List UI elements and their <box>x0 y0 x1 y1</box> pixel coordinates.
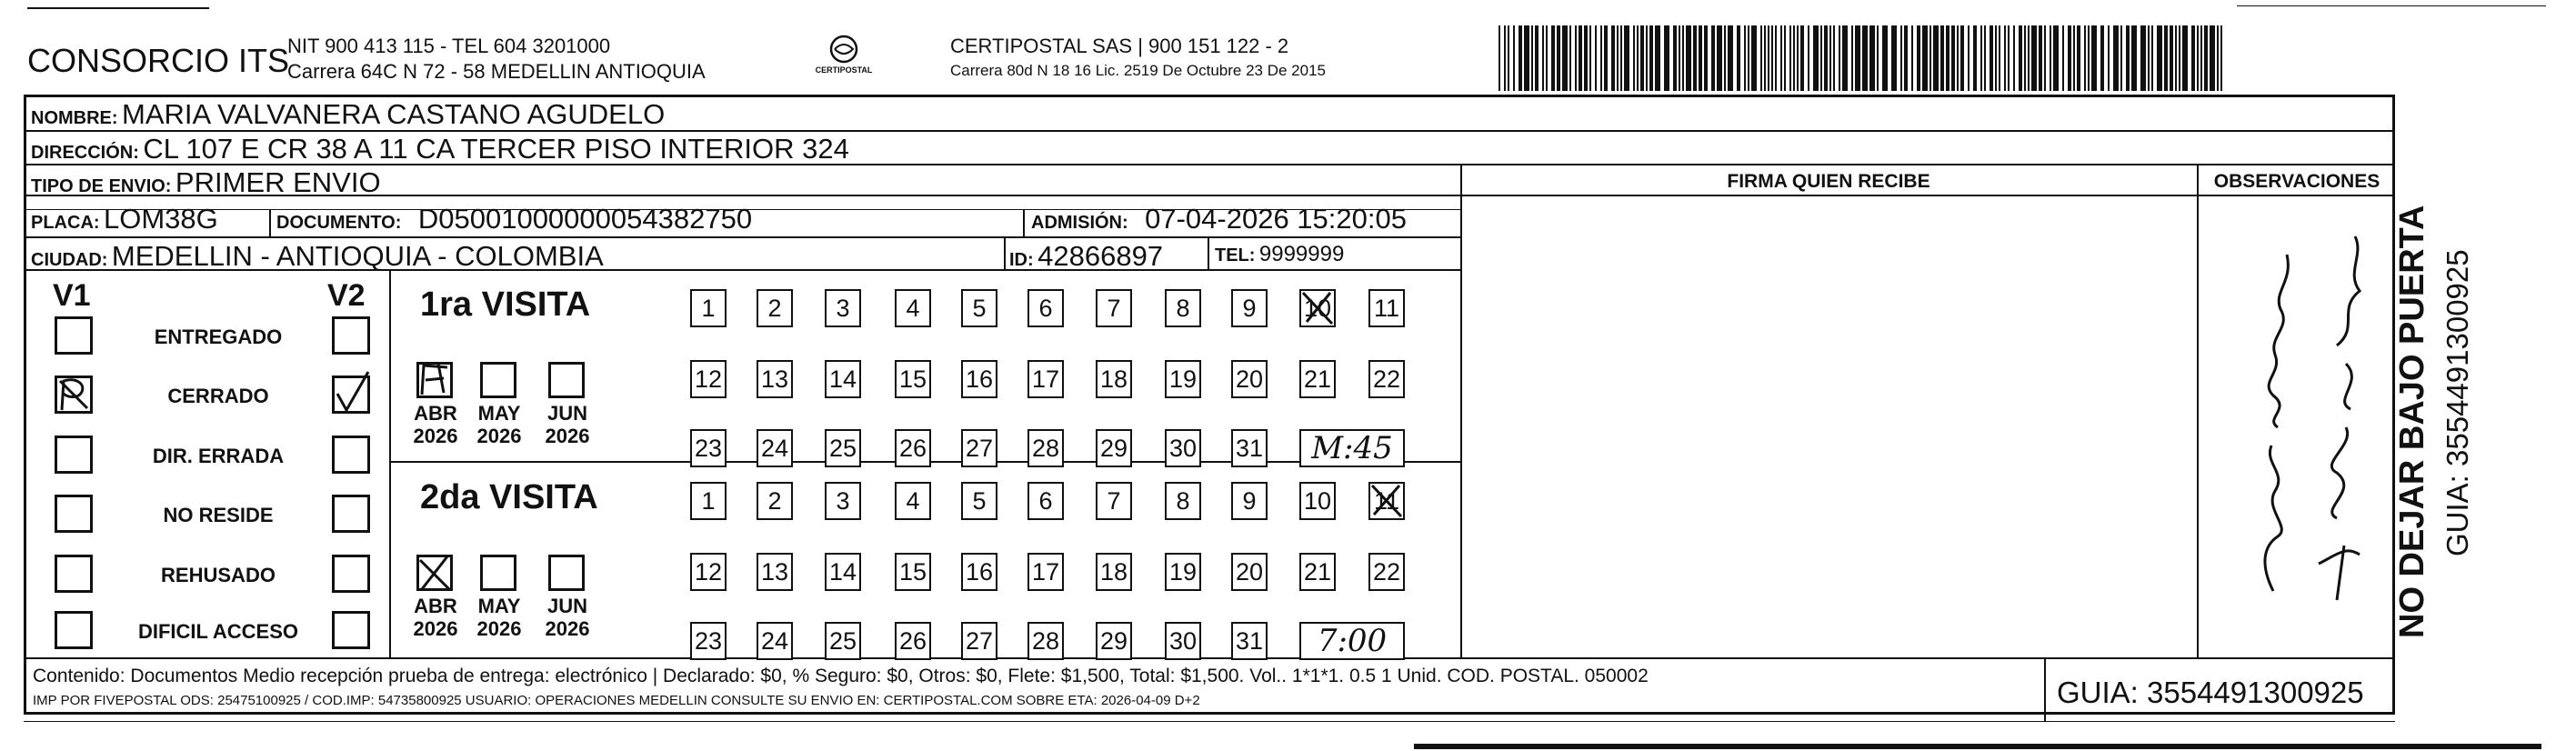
day-box[interactable]: 28 <box>1027 622 1064 660</box>
certipostal-logo <box>807 33 880 84</box>
month-name: JUN <box>546 595 587 617</box>
tel-label: TEL: <box>1215 245 1256 265</box>
time-box: M:45 <box>1299 429 1405 467</box>
day-box[interactable]: 15 <box>895 553 931 591</box>
status-label: DIR. ERRADA <box>152 445 285 467</box>
day-box[interactable]: 7 <box>1096 289 1132 327</box>
day-box[interactable]: 24 <box>757 429 793 467</box>
day-box[interactable]: 21 <box>1299 360 1336 398</box>
day-box[interactable]: 24 <box>757 622 793 660</box>
day-box[interactable]: 28 <box>1027 429 1064 467</box>
id-value: 42866897 <box>1037 240 1164 272</box>
day11-mark-visit2 <box>1368 482 1405 520</box>
status-label: CERRADO <box>167 385 269 407</box>
content-line: Contenido: Documentos Medio recepción prueba de entrega: electrónico | Declarado: $0, % Seguro: $0, Otros: $0, Flete: $1,500, Total: $1,500. Vol.. 1*1*1. 0.5 1 Unid. COD. POSTAL. 050002 <box>33 666 1649 686</box>
day-box[interactable]: 8 <box>1165 482 1201 520</box>
v2-checkbox-4[interactable] <box>332 555 370 593</box>
day-box[interactable]: 20 <box>1231 360 1268 398</box>
day-box[interactable]: 26 <box>895 429 931 467</box>
signature-header: FIRMA QUIEN RECIBE <box>1727 171 1930 192</box>
imp-line: IMP POR FIVEPOSTAL ODS: 25475100925 / COD.IMP: 54735800925 USUARIO: OPERACIONES MEDELLIN CONSULTE SU ENVIO EN: CERTIPOSTAL.COM SOBRE ETA: 2026-04-09 D+2 <box>33 693 1200 708</box>
v2-checkbox-0[interactable] <box>332 316 370 355</box>
status-label: NO RESIDE <box>163 504 274 526</box>
day-box[interactable]: 14 <box>825 360 861 398</box>
day-box[interactable]: 17 <box>1027 360 1064 398</box>
day-box[interactable]: 13 <box>757 360 793 398</box>
day-box[interactable]: 9 <box>1231 482 1268 520</box>
name-label: NOMBRE: <box>31 108 118 128</box>
day-box[interactable]: 17 <box>1027 553 1064 591</box>
v2-header: V2 <box>327 278 366 313</box>
day-box[interactable]: 31 <box>1231 429 1268 467</box>
v2-cerrado-mark <box>332 376 370 414</box>
month-label <box>539 595 596 640</box>
observations-header: OBSERVACIONES <box>2213 171 2381 192</box>
day-box[interactable]: 2 <box>757 482 793 520</box>
month-label <box>407 595 464 640</box>
visit-title: 1ra VISITA <box>420 285 591 324</box>
handwritten-observation <box>2210 218 2391 618</box>
day-box[interactable]: 23 <box>690 429 727 467</box>
day-box[interactable]: 27 <box>961 429 997 467</box>
day-box[interactable]: 16 <box>961 360 997 398</box>
day-box[interactable]: 18 <box>1096 553 1132 591</box>
day-box[interactable]: 11 <box>1368 482 1405 520</box>
day-box[interactable]: 4 <box>895 482 931 520</box>
day-box[interactable]: 8 <box>1165 289 1201 327</box>
side-guide-number: GUIA: 3554491300925 <box>2441 249 2474 556</box>
recipient-address: CL 107 E CR 38 A 11 CA TERCER PISO INTERIOR 324 <box>143 133 849 165</box>
day-box[interactable]: 7 <box>1096 482 1132 520</box>
day-box[interactable]: 12 <box>690 553 727 591</box>
time-box: 7:00 <box>1299 622 1405 660</box>
month-year: 2026 <box>545 617 590 640</box>
company-address: Carrera 64C N 72 - 58 MEDELLIN ANTIOQUIA <box>287 60 706 83</box>
v1-checkbox-4[interactable] <box>55 555 93 593</box>
month-name: JUN <box>546 402 587 425</box>
day-box[interactable]: 10 <box>1299 482 1336 520</box>
admission-label: ADMISIÓN: <box>1031 213 1128 233</box>
day-box[interactable]: 19 <box>1165 553 1201 591</box>
day-box[interactable]: 22 <box>1368 360 1405 398</box>
month-name: ABR <box>414 595 457 617</box>
day-box[interactable]: 12 <box>690 360 727 398</box>
status-label: DIFICIL ACCESO <box>137 620 298 643</box>
day-box[interactable]: 30 <box>1165 429 1201 467</box>
month-year: 2026 <box>413 425 458 447</box>
day-box[interactable]: 14 <box>825 553 861 591</box>
barcode <box>1498 25 2226 91</box>
month-checkbox[interactable] <box>480 555 516 591</box>
day-box[interactable]: 16 <box>961 553 997 591</box>
month-checkbox[interactable] <box>480 362 516 398</box>
day-box[interactable]: 3 <box>825 482 861 520</box>
day-box[interactable]: 5 <box>961 482 997 520</box>
month-checkbox[interactable] <box>548 362 585 398</box>
day-box[interactable]: 6 <box>1027 289 1064 327</box>
carrier-address: Carrera 80d N 18 16 Lic. 2519 De Octubre 23 De 2015 <box>950 62 1326 79</box>
day-box[interactable]: 29 <box>1096 429 1132 467</box>
city-label: CIUDAD: <box>31 250 108 270</box>
month-label <box>539 402 596 447</box>
no-dejar-bajo-puerta: NO DEJAR BAJO PUERTA <box>2393 205 2431 638</box>
day-box[interactable]: 19 <box>1165 360 1201 398</box>
day10-mark-visit1 <box>1299 289 1336 327</box>
id-label: ID: <box>1009 250 1034 270</box>
month-year: 2026 <box>476 425 522 447</box>
v1-checkbox-5[interactable] <box>55 611 93 649</box>
day-box[interactable]: 22 <box>1368 553 1405 591</box>
day-box[interactable]: 11 <box>1368 289 1405 327</box>
month-name: MAY <box>477 595 521 617</box>
logo-text: CERTIPOSTAL <box>815 65 873 75</box>
abr-mark-visit1 <box>416 362 453 398</box>
status-label: REHUSADO <box>161 564 276 586</box>
visit-title: 2da VISITA <box>420 478 598 516</box>
day-box[interactable]: 20 <box>1231 553 1268 591</box>
month-label <box>471 402 527 447</box>
recipient-name: MARIA VALVANERA CASTANO AGUDELO <box>122 98 666 130</box>
day-box[interactable]: 30 <box>1165 622 1201 660</box>
day-box[interactable]: 2 <box>757 289 793 327</box>
document-value: D05001000000054382750 <box>417 203 753 235</box>
handwriting-line2 <box>2211 0 2212 1</box>
day-box[interactable]: 9 <box>1231 289 1268 327</box>
admission-value: 07-04-2026 15:20:05 <box>1145 203 1407 235</box>
day-box[interactable]: 25 <box>825 429 861 467</box>
day-box[interactable]: 1 <box>690 289 727 327</box>
month-year: 2026 <box>413 617 458 640</box>
month-label <box>407 402 464 447</box>
carrier-line: CERTIPOSTAL SAS | 900 151 122 - 2 <box>950 35 1289 57</box>
day-box[interactable]: 21 <box>1299 553 1336 591</box>
v2-checkbox-2[interactable] <box>332 436 370 474</box>
day-box[interactable]: 1 <box>690 482 727 520</box>
plate-value: LOM38G <box>104 203 218 235</box>
plate-label: PLACA: <box>31 213 100 233</box>
tel-value: 9999999 <box>1258 242 1345 266</box>
shipment-type: PRIMER ENVIO <box>175 166 381 198</box>
day-box[interactable]: 3 <box>825 289 861 327</box>
v1-checkbox-3[interactable] <box>55 495 93 533</box>
v1-checkbox-2[interactable] <box>55 436 93 474</box>
shipment-type-label: TIPO DE ENVIO: <box>31 176 172 196</box>
v2-checkbox-5[interactable] <box>332 611 370 649</box>
v1-cerrado-mark <box>55 376 93 414</box>
v1-checkbox-0[interactable] <box>55 316 93 355</box>
day-box[interactable]: 29 <box>1096 622 1132 660</box>
company-nit: NIT 900 413 115 - TEL 604 3201000 <box>287 35 611 57</box>
day-box[interactable]: 5 <box>961 289 997 327</box>
guide-number: GUIA: 3554491300925 <box>2057 676 2364 709</box>
day-box[interactable]: 23 <box>690 622 727 660</box>
day-box[interactable]: 13 <box>757 553 793 591</box>
document-label: DOCUMENTO: <box>276 213 402 233</box>
day-box[interactable]: 4 <box>895 289 931 327</box>
day-box[interactable]: 26 <box>895 622 931 660</box>
day-box[interactable]: 31 <box>1231 622 1268 660</box>
day-box[interactable]: 18 <box>1096 360 1132 398</box>
day-box[interactable]: 25 <box>825 622 861 660</box>
month-checkbox[interactable] <box>548 555 585 591</box>
city-value: MEDELLIN - ANTIOQUIA - COLOMBIA <box>111 240 604 272</box>
company-name: CONSORCIO ITS <box>27 42 290 79</box>
day-box[interactable]: 27 <box>961 622 997 660</box>
v1-header: V1 <box>53 278 91 313</box>
month-name: MAY <box>477 402 521 425</box>
month-label <box>471 595 527 640</box>
day-box[interactable]: 15 <box>895 360 931 398</box>
abr-mark-visit2 <box>416 555 453 591</box>
day-box[interactable]: 6 <box>1027 482 1064 520</box>
month-year: 2026 <box>476 617 522 640</box>
month-year: 2026 <box>545 425 590 447</box>
day-box[interactable]: 10 <box>1299 289 1336 327</box>
status-label: ENTREGADO <box>154 325 283 348</box>
v2-checkbox-3[interactable] <box>332 495 370 533</box>
month-name: ABR <box>414 402 457 425</box>
address-label: DIRECCIÓN: <box>31 143 139 163</box>
